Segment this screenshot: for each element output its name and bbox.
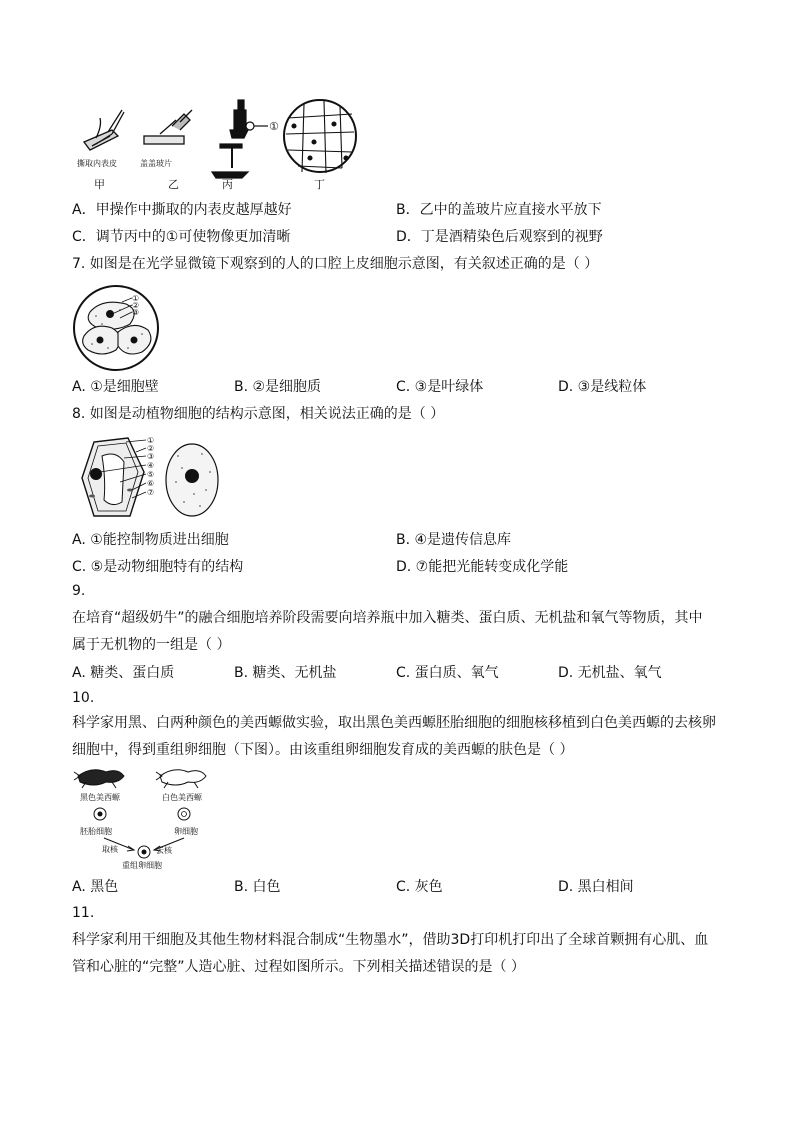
- q8-option-a: A. ①能控制物质进出细胞: [72, 532, 229, 548]
- q8-fig-marker-4: ④: [147, 461, 155, 470]
- q8-option-d: D. ⑦能把光能转变成化学能: [396, 559, 569, 575]
- q10-fig-take-nucleus: 取核: [102, 845, 118, 854]
- q10-fig-remove-nucleus: 去核: [156, 846, 172, 855]
- q10-fig-black-axolotl: 黑色美西螈: [80, 793, 120, 802]
- q10-fig-embryo-cell: 胚胎细胞: [80, 827, 112, 836]
- q6-fig-caption-jia: 甲: [94, 178, 105, 191]
- q9-option-b: B. 糖类、无机盐: [234, 665, 337, 681]
- q6-fig-marker: ①: [269, 120, 279, 133]
- q8-fig-marker-1: ①: [147, 436, 155, 445]
- q8-fig-marker-3: ③: [147, 452, 155, 461]
- q9-stem-line-2: 属于无机物的一组是（ ）: [72, 637, 231, 653]
- q7-option-a: A. ①是细胞壁: [72, 379, 159, 395]
- q8-fig-marker-7: ⑦: [147, 488, 155, 497]
- q6-fig-yi-drawing: [144, 110, 192, 144]
- q6-option-a: A．甲操作中撕取的内表皮越厚越好: [72, 202, 292, 218]
- q8-stem: 8. 如图是动植物细胞的结构示意图，相关说法正确的是（ ）: [72, 406, 445, 422]
- q9-number: 9.: [72, 583, 86, 599]
- q6-fig-bing-drawing: [212, 100, 268, 178]
- q10-option-c: C. 灰色: [396, 879, 443, 895]
- q6-fig-caption-ding: 丁: [314, 178, 325, 191]
- q8-option-c: C. ⑤是动物细胞特有的结构: [72, 559, 244, 575]
- q6-figure: [72, 96, 364, 194]
- q7-option-c: C. ③是叶绿体: [396, 379, 484, 395]
- q6-fig-caption-yi: 乙: [168, 178, 179, 191]
- q8-option-b: B. ④是遗传信息库: [396, 532, 512, 548]
- q9-option-c: C. 蛋白质、氧气: [396, 665, 499, 681]
- q7-option-d: D. ③是线粒体: [558, 379, 647, 395]
- q8-figure: [72, 432, 222, 524]
- q6-fig-ding-drawing: [284, 100, 356, 173]
- q8-fig-marker-2: ②: [147, 444, 155, 453]
- q7-fig-marker-2: ②: [132, 301, 140, 310]
- q11-stem-line-1: 科学家利用干细胞及其他生物材料混合制成“生物墨水”，借助3D打印机打印出了全球首颗拥有心肌、血: [72, 932, 709, 948]
- q6-fig-caption-bing: 丙: [222, 178, 233, 191]
- q7-fig-marker-1: ①: [132, 294, 140, 303]
- q8-fig-marker-6: ⑥: [147, 479, 155, 488]
- q6-option-c: C．调节丙中的①可使物像更加清晰: [72, 229, 291, 245]
- q10-number: 10.: [72, 690, 95, 706]
- q6-option-d: D．丁是酒精染色后观察到的视野: [396, 229, 603, 245]
- q10-stem-line-2: 细胞中，得到重组卵细胞（下图）。由该重组卵细胞发育成的美西螈的肤色是（ ）: [72, 742, 574, 758]
- q7-fig-marker-3: ③: [132, 308, 140, 317]
- q10-option-b: B. 白色: [234, 879, 281, 895]
- q6-fig-jia-drawing: [84, 110, 124, 150]
- q7-option-b: B. ②是细胞质: [234, 379, 322, 395]
- q8-fig-marker-5: ⑤: [147, 470, 155, 479]
- q10-fig-recombined-egg: 重组卵细胞: [122, 861, 162, 870]
- q11-number: 11.: [72, 905, 95, 921]
- q9-option-d: D. 无机盐、氧气: [558, 665, 662, 681]
- q10-stem-line-1: 科学家用黑、白两种颜色的美西螈做实验，取出黑色美西螈胚胎细胞的细胞核移植到白色美西螈的去核卵: [72, 715, 716, 731]
- q7-stem: 7. 如图是在光学显微镜下观察到的人的口腔上皮细胞示意图，有关叙述正确的是（ ）: [72, 256, 599, 272]
- q10-fig-white-axolotl: 白色美西螈: [162, 793, 202, 802]
- q6-fig-label-tear: 撕取内表皮: [77, 159, 117, 168]
- q9-stem-line-1: 在培育“超级奶牛”的融合细胞培养阶段需要向培养瓶中加入糖类、蛋白质、无机盐和氧气等物质，其中: [72, 610, 703, 626]
- q6-fig-label-cover: 盖盖玻片: [140, 159, 172, 168]
- q7-figure: [72, 282, 168, 374]
- q11-stem-line-2: 管和心脏的“完整”人造心脏、过程如图所示。下列相关描述错误的是（ ）: [72, 959, 525, 975]
- q6-option-b: B．乙中的盖玻片应直接水平放下: [396, 202, 602, 218]
- q9-option-a: A. 糖类、蛋白质: [72, 665, 175, 681]
- q10-option-a: A. 黑色: [72, 879, 119, 895]
- q10-fig-egg-cell: 卵细胞: [174, 827, 198, 836]
- q10-option-d: D. 黑白相间: [558, 879, 634, 895]
- q10-figure: [72, 764, 222, 872]
